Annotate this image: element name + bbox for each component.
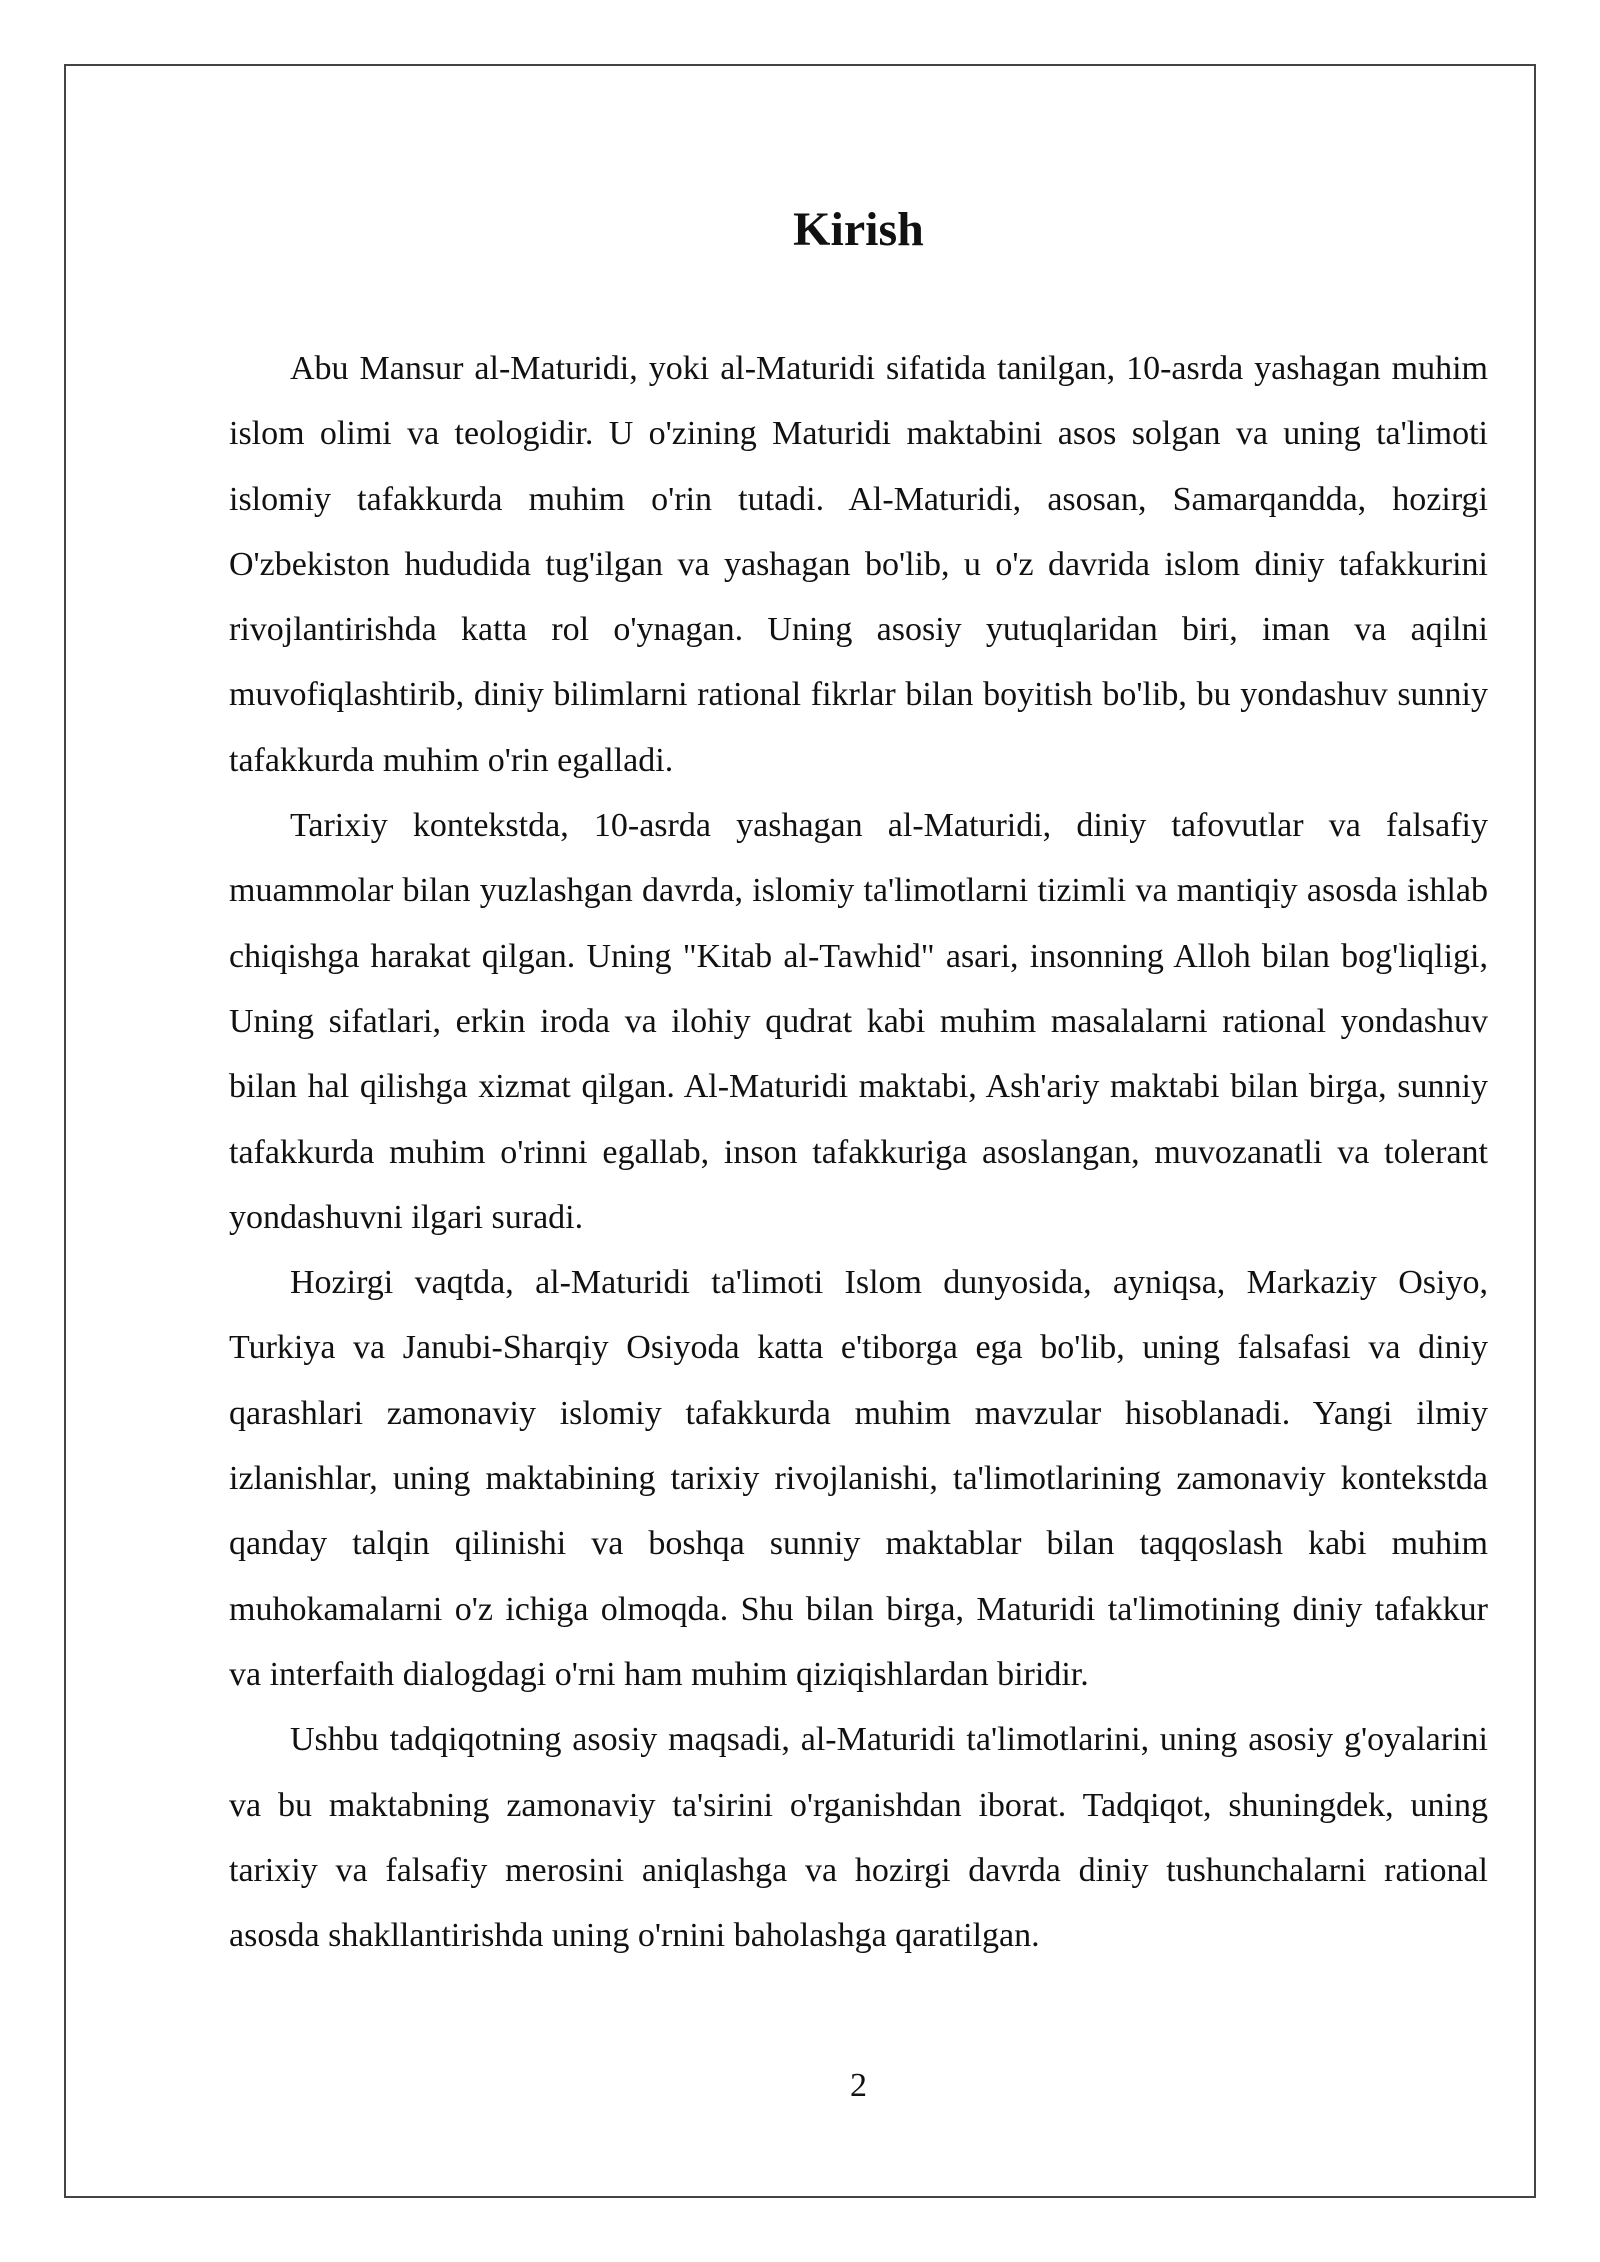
page-number: 2 (850, 2067, 867, 2104)
paragraph-3: Hozirgi vaqtda, al-Maturidi ta'limoti Islom dunyosida, ayniqsa, Markaziy Osiyo, Turkiya va Janubi-Sharqiy Osiyoda katta e'tiborga ega bo'lib, uning falsafasi va diniy qarashlari zamonaviy islomiy tafakkurda muhim mavzular hisoblanadi. Yangi ilmiy izlanishlar, uning maktabining tarixiy rivojlanishi, ta'limotlarining zamonaviy kontekstda qanday talqin qilinishi va boshqa sunniy maktablar bilan taqqoslash kabi muhim muhokamalarni o'z ichiga olmoqda. Shu bilan birga, Maturidi ta'limotining diniy tafakkur va interfaith dialogdagi o'rni ham muhim qiziqishlardan biridir. (229, 1264, 1488, 1693)
paragraph-1: Abu Mansur al-Maturidi, yoki al-Maturidi sifatida tanilgan, 10-asrda yashagan muhim islom olimi va teologidir. U o'zining Maturidi maktabini asos solgan va uning ta'limoti islomiy tafakkurda muhim o'rin tutadi. Al-Maturidi, asosan, Samarqandda, hozirgi O'zbekiston hududida tug'ilgan va yashagan bo'lib, u o'z davrida islom diniy tafakkurini rivojlantirishda katta rol o'ynagan. Uning asosiy yutuqlaridan biri, iman va aqilni muvofiqlashtirib, diniy bilimlarni rational fikrlar bilan boyitish bo'lib, bu yondashuv sunniy tafakkurda muhim o'rin egalladi. (229, 350, 1488, 779)
page-title: Kirish (793, 203, 924, 256)
page-content (229, 200, 1488, 1968)
paragraph-4: Ushbu tadqiqotning asosiy maqsadi, al-Maturidi ta'limotlarini, uning asosiy g'oyalarini va bu maktabning zamonaviy ta'sirini o'rganishdan iborat. Tadqiqot, shuningdek, uning tarixiy va falsafiy merosini aniqlashga va hozirgi davrda diniy tushunchalarni rational asosda shakllantirishda uning o'rnini baholashga qaratilgan. (229, 1721, 1488, 1955)
paragraph-2: Tarixiy kontekstda, 10-asrda yashagan al-Maturidi, diniy tafovutlar va falsafiy muammolar bilan yuzlashgan davrda, islomiy ta'limotlarni tizimli va mantiqiy asosda ishlab chiqishga harakat qilgan. Uning "Kitab al-Tawhid" asari, insonning Alloh bilan bog'liqligi, Uning sifatlari, erkin iroda va ilohiy qudrat kabi muhim masalalarni rational yondashuv bilan hal qilishga xizmat qilgan. Al-Maturidi maktabi, Ash'ariy maktabi bilan birga, sunniy tafakkurda muhim o'rinni egallab, inson tafakkuriga asoslangan, muvozanatli va tolerant yondashuvni ilgari suradi. (229, 807, 1488, 1236)
